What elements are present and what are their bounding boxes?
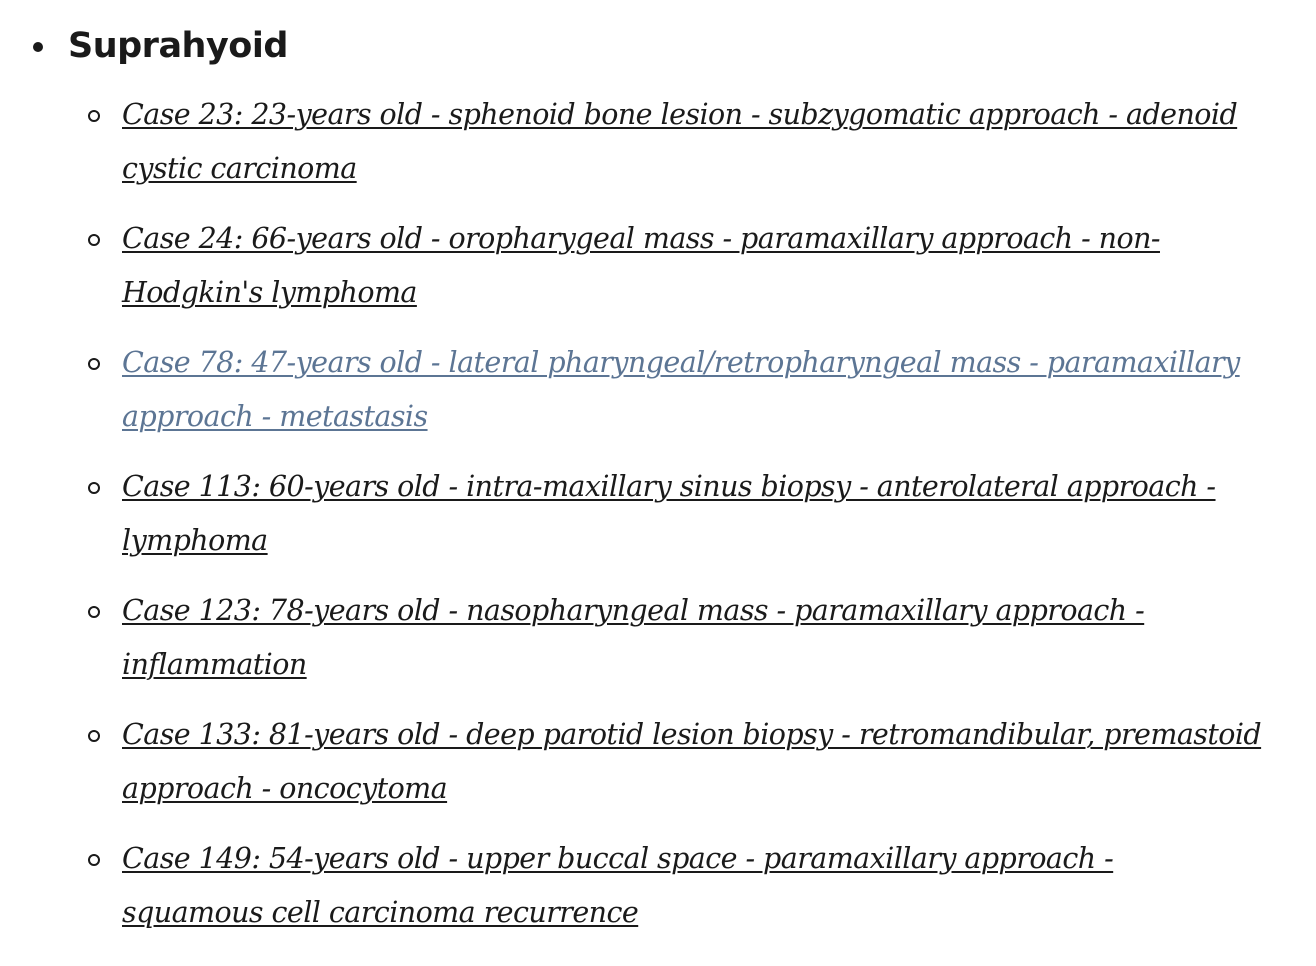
circle-bullet-icon	[88, 110, 100, 122]
case-link[interactable]: Case 133: 81-years old - deep parotid lesion biopsy - retromandibular, premastoid approach - oncocytoma	[122, 718, 1262, 805]
list-item	[0, 584, 1316, 708]
case-link[interactable]: Case 113: 60-years old - intra-maxillary sinus biopsy - anterolateral approach - lymphoma	[122, 470, 1216, 557]
list-item	[0, 336, 1316, 460]
case-link[interactable]: Case 24: 66-years old - oropharygeal mass - paramaxillary approach - non-Hodgkin's lymphoma	[122, 222, 1160, 309]
bullet-icon	[33, 42, 43, 52]
case-link-visited[interactable]: Case 78: 47-years old - lateral pharyngeal/retropharyngeal mass - paramaxillary approach - metastasis	[122, 346, 1240, 433]
list-item	[0, 88, 1316, 212]
circle-bullet-icon	[88, 606, 100, 618]
list-item	[0, 708, 1316, 832]
section-title: Suprahyoid	[68, 26, 288, 66]
circle-bullet-icon	[88, 482, 100, 494]
circle-bullet-icon	[88, 358, 100, 370]
list-item	[0, 460, 1316, 584]
circle-bullet-icon	[88, 854, 100, 866]
case-link[interactable]: Case 149: 54-years old - upper buccal space - paramaxillary approach - squamous cell carcinoma recurrence	[122, 842, 1114, 929]
case-list	[0, 88, 1316, 956]
circle-bullet-icon	[88, 234, 100, 246]
case-link[interactable]: Case 123: 78-years old - nasopharyngeal mass - paramaxillary approach - inflammation	[122, 594, 1145, 681]
circle-bullet-icon	[88, 730, 100, 742]
case-link[interactable]: Case 23: 23-years old - sphenoid bone lesion - subzygomatic approach - adenoid cystic carcinoma	[122, 98, 1238, 185]
list-item	[0, 212, 1316, 336]
list-item	[0, 832, 1316, 956]
